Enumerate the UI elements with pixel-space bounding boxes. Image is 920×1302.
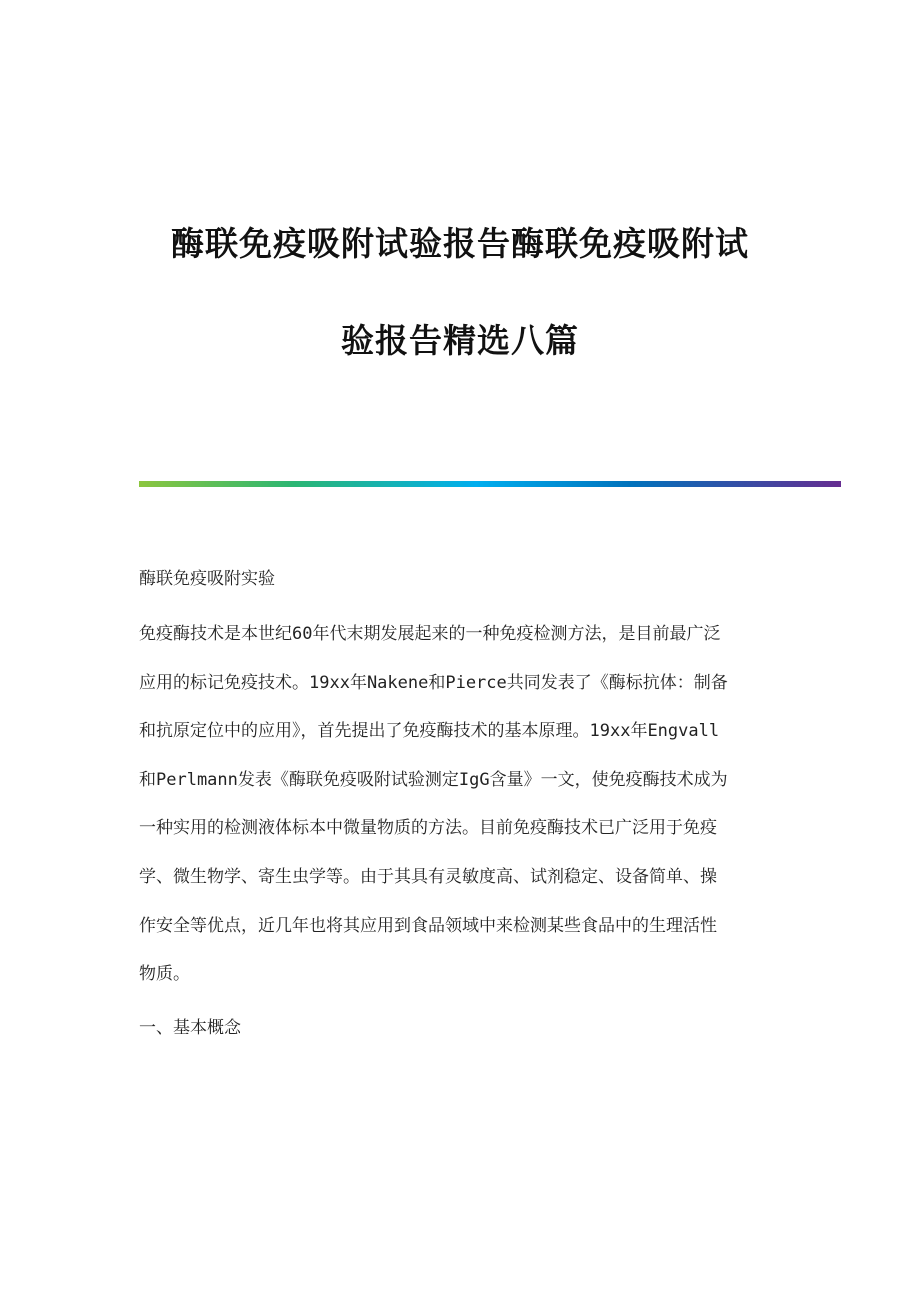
section-heading: 酶联免疫吸附实验	[139, 569, 275, 589]
paragraph-line: 物质。	[139, 964, 190, 985]
document-title-line-2: 验报告精选八篇	[341, 321, 579, 360]
paragraph-line: 作安全等优点，近几年也将其应用到食品领域中来检测某些食品中的生理活性	[139, 915, 717, 936]
paragraph-line: 和Perlmann发表《酶联免疫吸附试验测定IgG含量》一文，使免疫酶技术成为	[139, 769, 728, 790]
paragraph-line: 一种实用的检测液体标本中微量物质的方法。目前免疫酶技术已广泛用于免疫	[139, 818, 717, 839]
paragraph-line: 应用的标记免疫技术。19xx年Nakene和Pierce共同发表了《酶标抗体：制备	[139, 672, 728, 693]
subheading-basic-concepts: 一、基本概念	[139, 1018, 241, 1038]
paragraph-line: 和抗原定位中的应用》，首先提出了免疫酶技术的基本原理。19xx年Engvall	[139, 721, 720, 742]
paragraph-line: 学、微生物学、寄生虫学等。由于其具有灵敏度高、试剂稳定、设备简单、操	[139, 866, 717, 887]
document-title-line-1: 酶联免疫吸附试验报告酶联免疫吸附试	[171, 224, 749, 263]
paragraph-line: 免疫酶技术是本世纪60年代末期发展起来的一种免疫检测方法，是目前最广泛	[139, 624, 721, 644]
gradient-divider	[139, 481, 841, 487]
body-paragraph	[139, 622, 789, 1011]
